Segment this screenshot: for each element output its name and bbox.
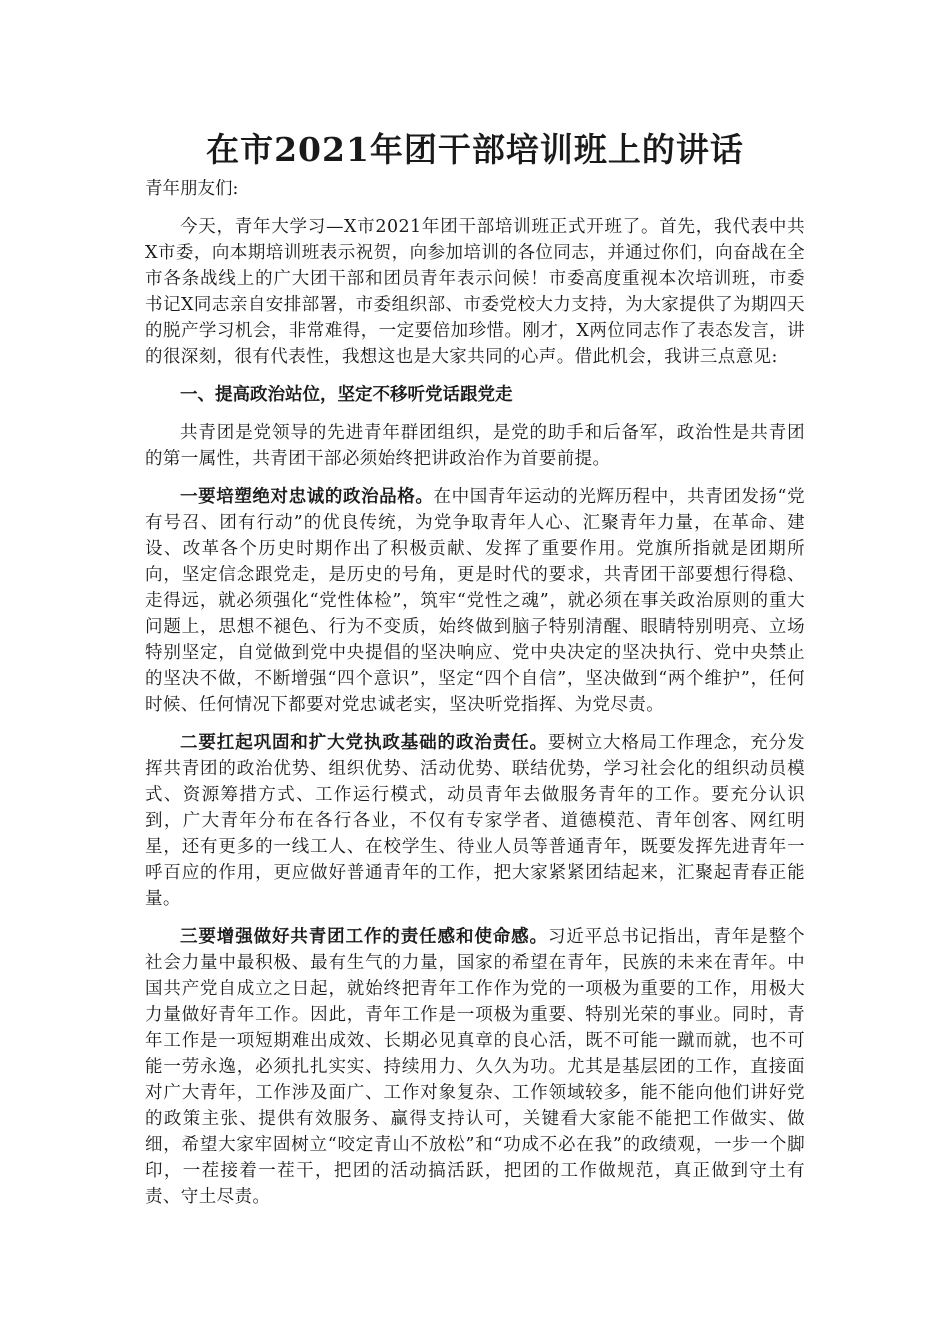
- section-1-paragraph: 共青团是党领导的先进青年群团组织，是党的助手和后备军，政治性是共青团的第一属性，共青团干部必须始终把讲政治作为首要前提。: [145, 423, 805, 469]
- point-3-lead: 三要增强做好共青团工作的责任感和使命感。: [180, 927, 548, 947]
- point-1-lead: 一要培塑绝对忠诚的政治品格。: [180, 487, 434, 507]
- document-page: [145, 128, 805, 1222]
- point-1-text: 在中国青年运动的光辉历程中，共青团发扬“党有号召、团有行动”的优良传统，为党争取青年人心、汇聚青年力量，在革命、建设、改革各个历史时期作出了积极贡献、发挥了重要作用。党旗所指就是团期所向，坚定信念跟党走，是历史的号角，更是时代的要求，共青团干部要想行得稳、走得远，就必须强化“党性体检”，筑牢“党性之魂”，就必须在事关政治原则的重大问题上，思想不褪色、行为不变质，始终做到脑子特别清醒、眼睛特别明亮、立场特别坚定，自觉做到党中央提倡的坚决响应、党中央决定的坚决执行、党中央禁止的坚决不做，不断增强“四个意识”，坚定“四个自信”，坚决做到“两个维护”，任何时候、任何情况下都要对党忠诚老实，坚决听党指挥、为党尽责。: [145, 487, 805, 715]
- point-3-text: 习近平总书记指出，青年是整个社会力量中最积极、最有生气的力量，国家的希望在青年，民族的未来在青年。中国共产党自成立之日起，就始终把青年工作作为党的一项极为重要的工作，用极大力量做好青年工作。因此，青年工作是一项极为重要、特别光荣的事业。同时，青年工作是一项短期难出成效、长期必见真章的良心活，既不可能一蹴而就，也不可能一劳永逸，必须扎扎实实、持续用力、久久为功。尤其是基层团的工作，直接面对广大青年，工作涉及面广、工作对象复杂、工作领域较多，能不能向他们讲好党的政策主张、提供有效服务、赢得支持认可，关键看大家能不能把工作做实、做细，希望大家牢固树立“咬定青山不放松”和“功成不必在我”的政绩观，一步一个脚印，一茬接着一茬干，把团的活动搞活跃，把团的工作做规范，真正做到守土有责、守土尽责。: [145, 927, 805, 1207]
- document-title: 在市2021年团干部培训班上的讲话: [206, 130, 744, 169]
- point-2-text: 要树立大格局工作理念，充分发挥共青团的政治优势、组织优势、活动优势、联结优势，学习社会化的组织动员模式、资源筹措方式、工作运行模式，动员青年去做服务青年的工作。要充分认识到，广大青年分布在各行各业，不仅有专家学者、道德模范、青年创客、网红明星，还有更多的一线工人、在校学生、待业人员等普通青年，既要发挥先进青年一呼百应的作用，更应做好普通青年的工作，把大家紧紧团结起来，汇聚起青春正能量。: [145, 733, 805, 909]
- salutation: 青年朋友们:: [145, 179, 239, 199]
- point-2-paragraph: [145, 730, 805, 912]
- point-1-paragraph: [145, 484, 805, 718]
- section-heading-1: 一、提高政治站位，坚定不移听党话跟党走: [180, 385, 513, 405]
- point-2-lead: 二要扛起巩固和扩大党执政基础的政治责任。: [180, 733, 548, 753]
- point-3-paragraph: [145, 924, 805, 1210]
- intro-paragraph: 今天，青年大学习—X市2021年团干部培训班正式开班了。首先，我代表中共X市委，向本期培训班表示祝贺，向参加培训的各位同志，并通过你们，向奋战在全市各条战线上的广大团干部和团员青年表示问候！市委高度重视本次培训班，市委书记X同志亲自安排部署，市委组织部、市委党校大力支持，为大家提供了为期四天的脱产学习机会，非常难得，一定要倍加珍惜。刚才，X两位同志作了表态发言，讲的很深刻，很有代表性，我想这也是大家共同的心声。借此机会，我讲三点意见:: [145, 217, 805, 367]
